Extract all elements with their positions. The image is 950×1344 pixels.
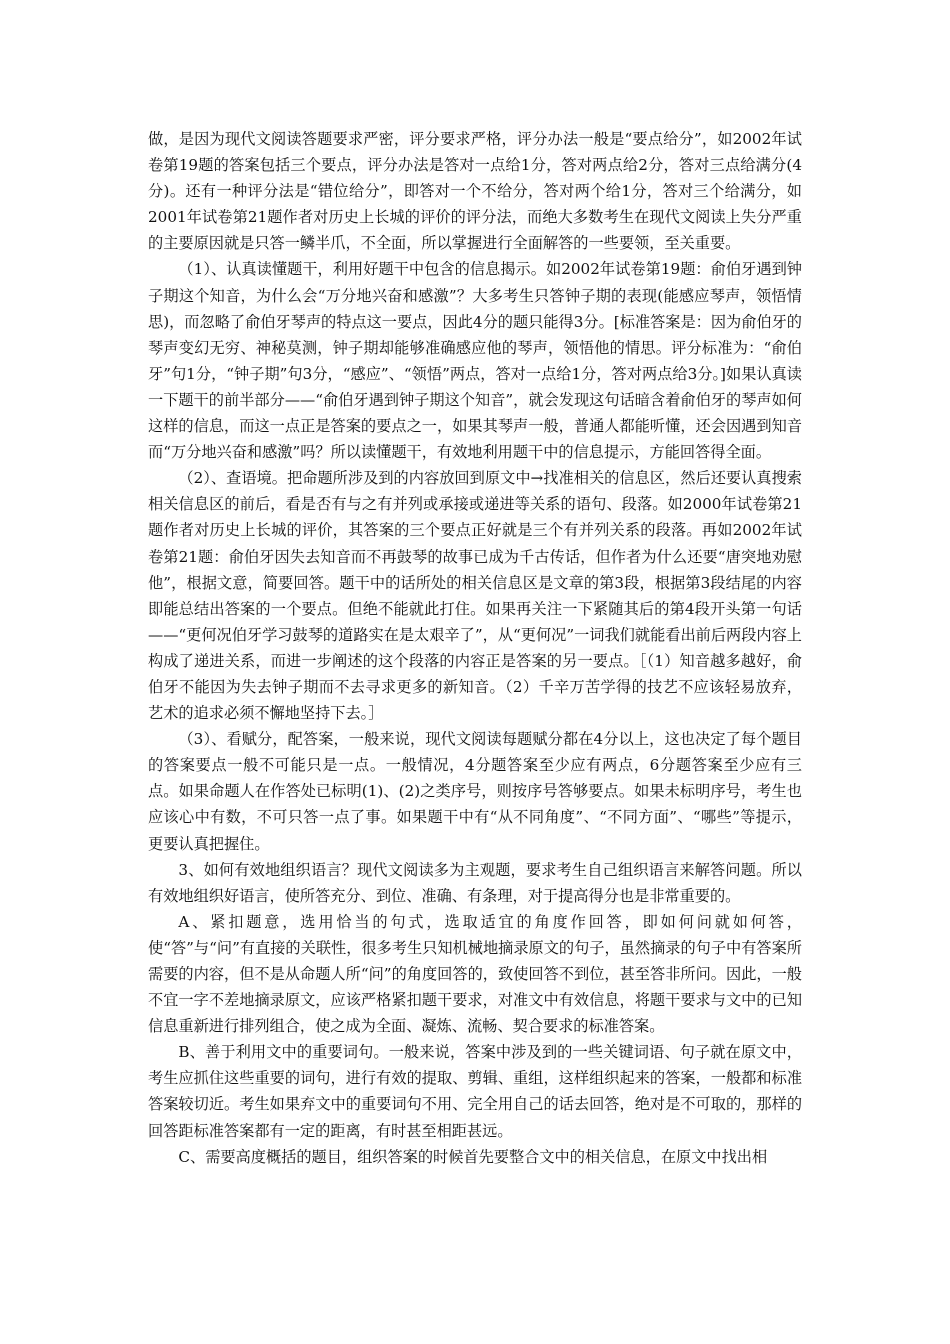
paragraph-section-3: 3、如何有效地组织语言？现代文阅读多为主观题，要求考生自己组织语言来解答问题。所以有效地组织好语言，使所答充分、到位、准确、有条理，对于提高得分也是非常重要的。 [148,860,802,905]
paragraph-intro: 做，是因为现代文阅读答题要求严密，评分要求严格，评分办法一般是“要点给分”，如2002年试卷第19题的答案包括三个要点，评分办法是答对一点给1分，答对两点给2分，答对三点给满分(4分)。还有一种评分法是“错位给分”，即答对一个不给分，答对两个给1分，答对三个给满分，如2001年试卷第21题作者对历史上长城的评价的评分法，而绝大多数考生在现代文阅读上失分严重的主要原因就是只答一鳞半爪，不全面，所以掌握进行全面解答的一些要领，至关重要。 [148,130,802,253]
document-body [148,126,802,1170]
paragraph-point-2: （2）、查语境。把命题所涉及到的内容放回到原文中→找准相关的信息区，然后还要认真搜索相关信息区的前后，看是否有与之有并列或承接或递进等关系的语句、段落。如2000年试卷第21题作者对历史上长城的评价，其答案的三个要点正好就是三个有并列关系的段落。再如2002年试卷第21题：俞伯牙因失去知音而不再鼓琴的故事已成为千古传话，但作者为什么还要“唐突地劝慰他”，根据文意，简要回答。题干中的话所处的相关信息区是文章的第3段，根据第3段结尾的内容即能总结出答案的一个要点。但绝不能就此打住。如果再关注一下紧随其后的第4段开头第一句话——“更何况伯牙学习鼓琴的道路实在是太艰辛了”，从“更何况”一词我们就能看出前后两段内容上构成了递进关系，而进一步阐述的这个段落的内容正是答案的另一要点。［（1）知音越多越好，俞伯牙不能因为失去钟子期而不去寻求更多的新知音。（2）千辛万苦学得的技艺不应该轻易放弃，艺术的追求必须不懈地坚持下去。］ [148,469,802,723]
paragraph-item-a: A、紧扣题意，选用恰当的句式，选取适宜的角度作回答，即如何问就如何答，使“答”与“问”有直接的关联性，很多考生只知机械地摘录原文的句子，虽然摘录的句子中有答案所需要的内容，但不是从命题人所“问”的角度回答的，致使回答不到位，甚至答非所问。因此，一般不宜一字不差地摘录原文，应该严格紧扣题干要求，对准文中有效信息，将题干要求与文中的已知信息重新进行排列组合，使之成为全面、凝炼、流畅、契合要求的标准答案。 [148,912,802,1036]
paragraph-point-3: （3）、看赋分，配答案，一般来说，现代文阅读每题赋分都在4分以上，这也决定了每个题目的答案要点一般不可能只是一点。一般情况，4分题答案至少应有两点，6分题答案至少应有三点。如果命题人在作答处已标明(1)、(2)之类序号，则按序号答够要点。如果未标明序号，考生也应该心中有数，不可只答一点了事。如果题干中有“从不同角度”、“不同方面”、“哪些”等提示，更要认真把握住。 [148,730,802,853]
paragraph-item-c: C、需要高度概括的题目，组织答案的时候首先要整合文中的相关信息，在原文中找出相 [178,1147,768,1166]
paragraph-point-1: （1）、认真读懂题干，利用好题干中包含的信息揭示。如2002年试卷第19题：俞伯牙遇到钟子期这个知音，为什么会“万分地兴奋和感激”？大多考生只答钟子期的表现(能感应琴声，领悟情思)，而忽略了俞伯牙琴声的特点这一要点，因此4分的题只能得3分。[标准答案是：因为俞伯牙的琴声变幻无穷、神秘莫测，钟子期却能够准确感应他的琴声，领悟他的情思。评分标准为：“俞伯牙”句1分，“钟子期”句3分，“感应”、“领悟”两点，答对一点给1分，答对两点给3分。]如果认真读一下题干的前半部分——“俞伯牙遇到钟子期这个知音”，就会发现这句话暗含着俞伯牙的琴声如何这样的信息，而这一点正是答案的要点之一，如果其琴声一般，普通人都能听懂，还会因遇到知音而“万分地兴奋和感激”吗？所以读懂题干，有效地利用题干中的信息提示，方能回答得全面。 [148,260,802,462]
paragraph-item-b: B、善于利用文中的重要词句。一般来说，答案中涉及到的一些关键词语、句子就在原文中，考生应抓住这些重要的词句，进行有效的提取、剪辑、重组，这样组织起来的答案，一般都和标准答案较切近。考生如果弃文中的重要词句不用、完全用自己的话去回答，绝对是不可取的，那样的回答距标准答案都有一定的距离，有时甚至相距甚远。 [148,1043,802,1140]
